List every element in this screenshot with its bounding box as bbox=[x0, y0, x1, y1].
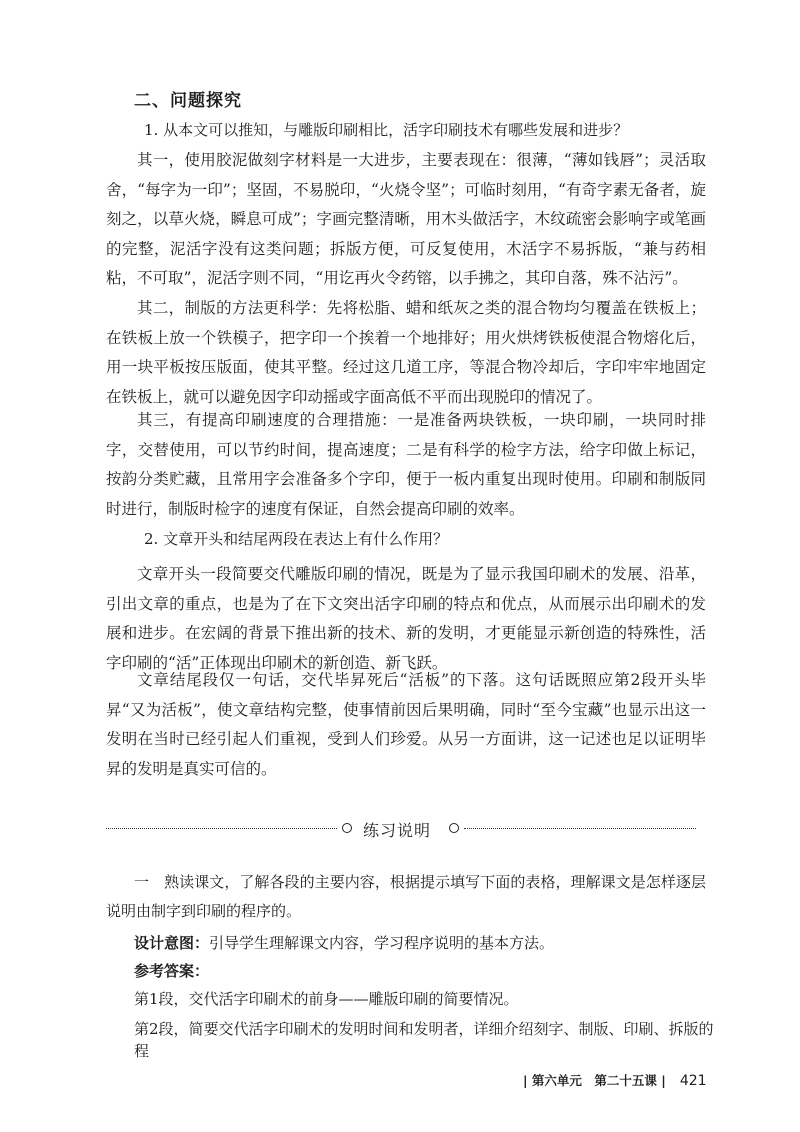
section-divider bbox=[106, 818, 696, 840]
page-number: 421 bbox=[679, 1073, 707, 1089]
section-title: 二、问题探究 bbox=[134, 91, 242, 111]
page-footer bbox=[523, 1071, 707, 1089]
exercise-1: 一 熟读课文，了解各段的主要内容，根据提示填写下面的表格，理解课文是怎样逐层说明由制字到印刷的程序的。 bbox=[106, 873, 706, 920]
answer-1-paragraph-1: 其一，使用胶泥做刻字材料是一大进步，主要表现在：很薄，“薄如钱唇”；灵活取舍，“每字为一印”；坚固，不易脱印，“火烧令坚”；可临时刻用，“有奇字素无备者，旋刻之，以草火烧，瞬息可成”；字画完整清晰，用木头做活字，木纹疏密会影响字或笔画的完整，泥活字没有这类问题；拆版方便，可反复使用，木活字不易拆版，“兼与药相粘，不可取”，泥活字则不同，“用讫再火令药镕，以手拂之，其印自落，殊不沾污”。 bbox=[106, 151, 706, 287]
answer-2-paragraph-2: 文章结尾段仅一句话，交代毕昇死后“活板”的下落。这句话既照应第2段开头毕昇“又为活板”，使文章结构完整，使事情前因后果明确，同时“至今宝藏”也显示出这一发明在当时已经引起人们重视，受到人们珍爱。从另一方面讲，这一记述也足以证明毕昇的发明是真实可信的。 bbox=[106, 671, 706, 778]
answer-1-paragraph-3: 其三，有提高印刷速度的合理措施：一是准备两块铁板，一块印刷，一块同时排字，交替使用，可以节约时间，提高速度；二是有科学的检字方法，给字印做上标记，按韵分类贮藏，且常用字会准备多个字印，便于一板内重复出现时使用。印刷和制版同时进行，制版时检字的速度有保证，自然会提高印刷的效率。 bbox=[106, 411, 706, 518]
divider-title: 练习说明 bbox=[363, 821, 432, 840]
divider-dotted-line-left bbox=[106, 828, 337, 829]
divider-circle-icon-left bbox=[342, 823, 352, 833]
reference-answer-line-1: 第1段，交代活字印刷术的前身——雕版印刷的简要情况。 bbox=[134, 990, 519, 1008]
answer-2-paragraph-1: 文章开头一段简要交代雕版印刷的情况，既是为了显示我国印刷术的发展、沿革，引出文章的重点，也是为了在下文突出活字印刷的特点和优点，从而展示出印刷术的发展和进步。在宏阔的背景下推出新的技术、新的发明，才更能显示新创造的特殊性，活字印刷的“活”正体现出印刷术的新创造、新飞跃。 bbox=[106, 565, 706, 672]
divider-circle-icon-right bbox=[449, 823, 459, 833]
question-1: 1. 从本文可以推知，与雕版印刷相比，活字印刷技术有哪些发展和进步？ bbox=[144, 121, 629, 139]
design-intent-label: 设计意图： bbox=[134, 934, 210, 952]
design-intent bbox=[134, 932, 714, 954]
question-2: 2. 文章开头和结尾两段在表达上有什么作用？ bbox=[144, 530, 449, 548]
reference-answer-line-2: 第2段，简要交代活字印刷术的发明时间和发明者，详细介绍刻字、制版、印刷、拆版的程 bbox=[134, 1020, 714, 1060]
answer-1-paragraph-2: 其二，制版的方法更科学：先将松脂、蜡和纸灰之类的混合物均匀覆盖在铁板上；在铁板上放一个铁模子，把字印一个挨着一个地排好；用火烘烤铁板使混合物熔化后，用一块平板按压版面，使其平整。经过这几道工序，等混合物冷却后，字印牢牢地固定在铁板上，就可以避免因字印动摇或字面高低不平而出现脱印的情况了。 bbox=[106, 299, 706, 406]
design-intent-text: 引导学生理解课文内容，学习程序说明的基本方法。 bbox=[209, 934, 555, 952]
reference-answer-label: 参考答案： bbox=[134, 962, 210, 980]
footer-unit-lesson: | 第六单元 第二十五课 | bbox=[523, 1073, 666, 1088]
divider-dotted-line-right bbox=[464, 828, 696, 829]
